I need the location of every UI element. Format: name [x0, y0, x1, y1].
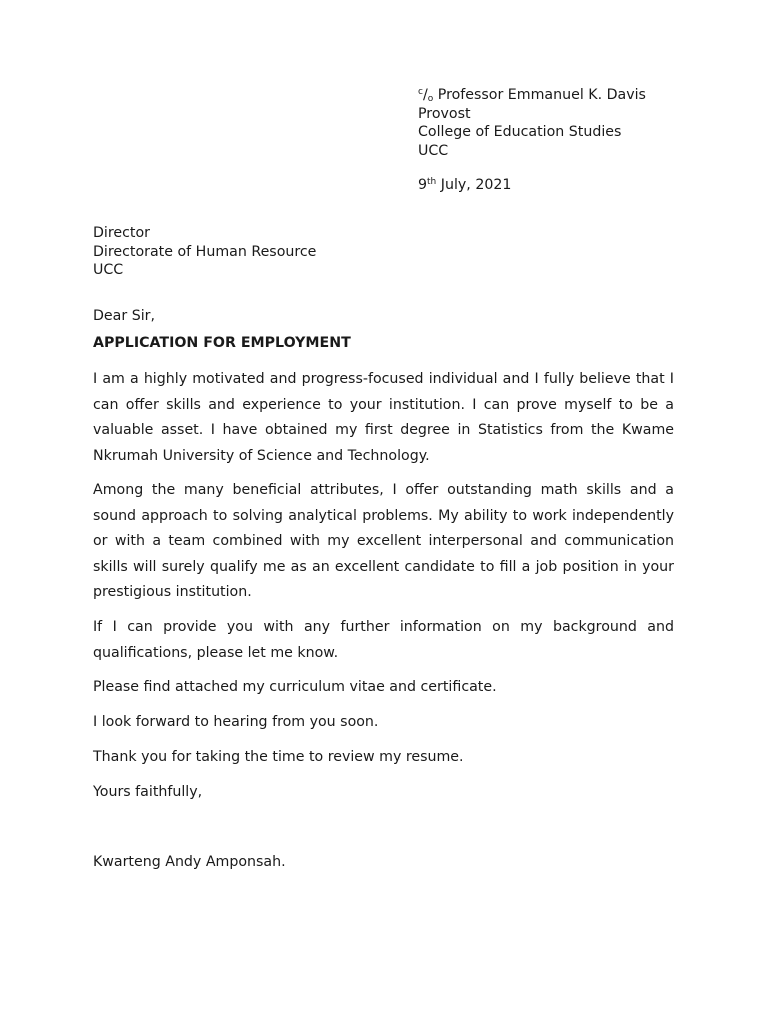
care-of-symbol: $^c/_o$	[418, 87, 434, 104]
attachment-note: Please find attached my curriculum vitae and certificate.	[93, 679, 497, 695]
body-paragraph-further-info: If I can provide you with any further information on my background and qualifications, please let me know.	[93, 619, 674, 661]
recipient-address-block	[93, 224, 316, 280]
complimentary-close: Yours faithfully,	[93, 784, 203, 800]
sender-institution: UCC	[418, 142, 449, 159]
sender-title: Provost	[418, 105, 471, 122]
recipient-institution: UCC	[93, 262, 124, 278]
recipient-department: Directorate of Human Resource	[93, 243, 317, 260]
closing-line-thanks: Thank you for taking the time to review my resume.	[93, 749, 464, 765]
recipient-title: Director	[93, 225, 150, 241]
letter-subject: APPLICATION FOR EMPLOYMENT	[93, 335, 351, 351]
closing-line-look-forward: I look forward to hearing from you soon.	[93, 714, 379, 730]
sender-address-block	[418, 86, 646, 160]
salutation: Dear Sir,	[93, 308, 155, 324]
body-paragraph-attributes: Among the many beneficial attributes, I offer outstanding math skills and a sound approach to solving analytical problems. My ability to work independently or with a team combined with my excellent interpersonal and communication skills will surely qualify me as an excellent candidate to fill a job position in your prestigious institution.	[93, 482, 674, 600]
sender-name: Professor Emmanuel K. Davis	[437, 87, 646, 103]
body-paragraph-intro: I am a highly motivated and progress-focused individual and I fully believe that I can offer skills and experience to your institution. I can prove myself to be a valuable asset. I have obtained my first degree in Statistics from the Kwame Nkrumah University of Science and Technology.	[93, 371, 674, 464]
signature-name: Kwarteng Andy Amponsah.	[93, 854, 286, 870]
sender-college: College of Education Studies	[418, 124, 622, 140]
letter-date: 9th July, 2021	[418, 177, 512, 193]
sender-name-line	[418, 86, 646, 105]
